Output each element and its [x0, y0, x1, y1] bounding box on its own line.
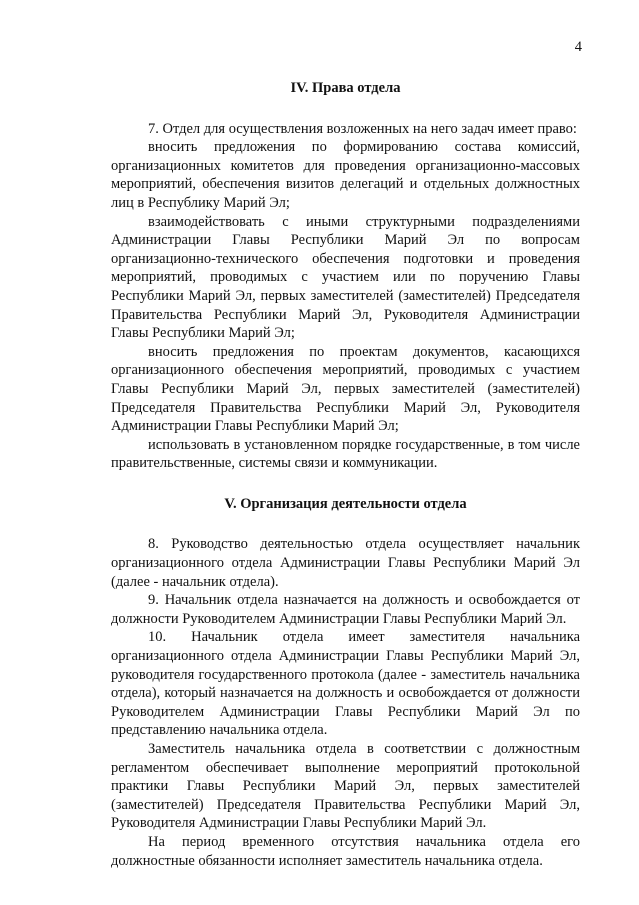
paragraph: взаимодействовать с иными структурными подразделениями Администрации Главы Республики Марий Эл по вопросам организационно-технического обеспечения подготовки и проведения мероприятий, проводимых с участием или по поручению Главы Республики Марий Эл, первых заместителей (заместителей) Председателя Правительства Республики Марий Эл, Руководителя Администрации Главы Республики Марий Эл; [111, 213, 580, 342]
section-rights [111, 79, 580, 473]
page-number: 4 [574, 39, 582, 55]
document-body [111, 79, 580, 870]
paragraph: Заместитель начальника отдела в соответствии с должностным регламентом обеспечивает выполнение мероприятий протокольной практики Главы Республики Марий Эл, первых заместителей (заместителей) Председателя Правительства Республики Марий Эл, Руководителя Администрации Главы Республики Марий Эл. [111, 741, 580, 832]
paragraph: вносить предложения по проектам документов, касающихся организационного обеспечения мероприятий, проводимых с участием Главы Республики Марий Эл, первых заместителей (заместителей) Председателя Правительства Республики Марий Эл, Руководителя Администрации Главы Республики Марий Эл; [111, 343, 580, 435]
paragraph: 10. Начальник отдела имеет заместителя начальника организационного отдела Администрации Главы Республики Марий Эл, руководителя государственного протокола (далее - заместитель начальника отдела), который назначается на должность и освобождается от должности Руководителем Администрации Главы Республики Марий Эл по представлению начальника отдела. [111, 629, 580, 739]
paragraph: 7. Отдел для осуществления возложенных на него задач имеет право: [148, 120, 577, 137]
section-organization [111, 495, 580, 870]
paragraph: использовать в установленном порядке государственные, в том числе правительственные, системы связи и коммуникации. [111, 436, 580, 472]
paragraph: 9. Начальник отдела назначается на должность и освобождается от должности Руководителем Администрации Главы Республики Марий Эл. [111, 592, 580, 627]
section-heading-organization: V. Организация деятельности отдела [224, 495, 467, 512]
paragraph: 8. Руководство деятельностью отдела осуществляет начальник организационного отдела Администрации Главы Республики Марий Эл (далее - начальник отдела). [111, 536, 580, 590]
paragraph: вносить предложения по формированию состава комиссий, организационных комитетов для проведения организационно-массовых мероприятий, обеспечения визитов делегаций и отдельных должностных лиц в Республику Марий Эл; [111, 139, 580, 211]
section-heading-rights: IV. Права отдела [290, 80, 401, 96]
paragraph: На период временного отсутствия начальника отдела его должностные обязанности исполняет заместитель начальника отдела. [111, 833, 580, 869]
